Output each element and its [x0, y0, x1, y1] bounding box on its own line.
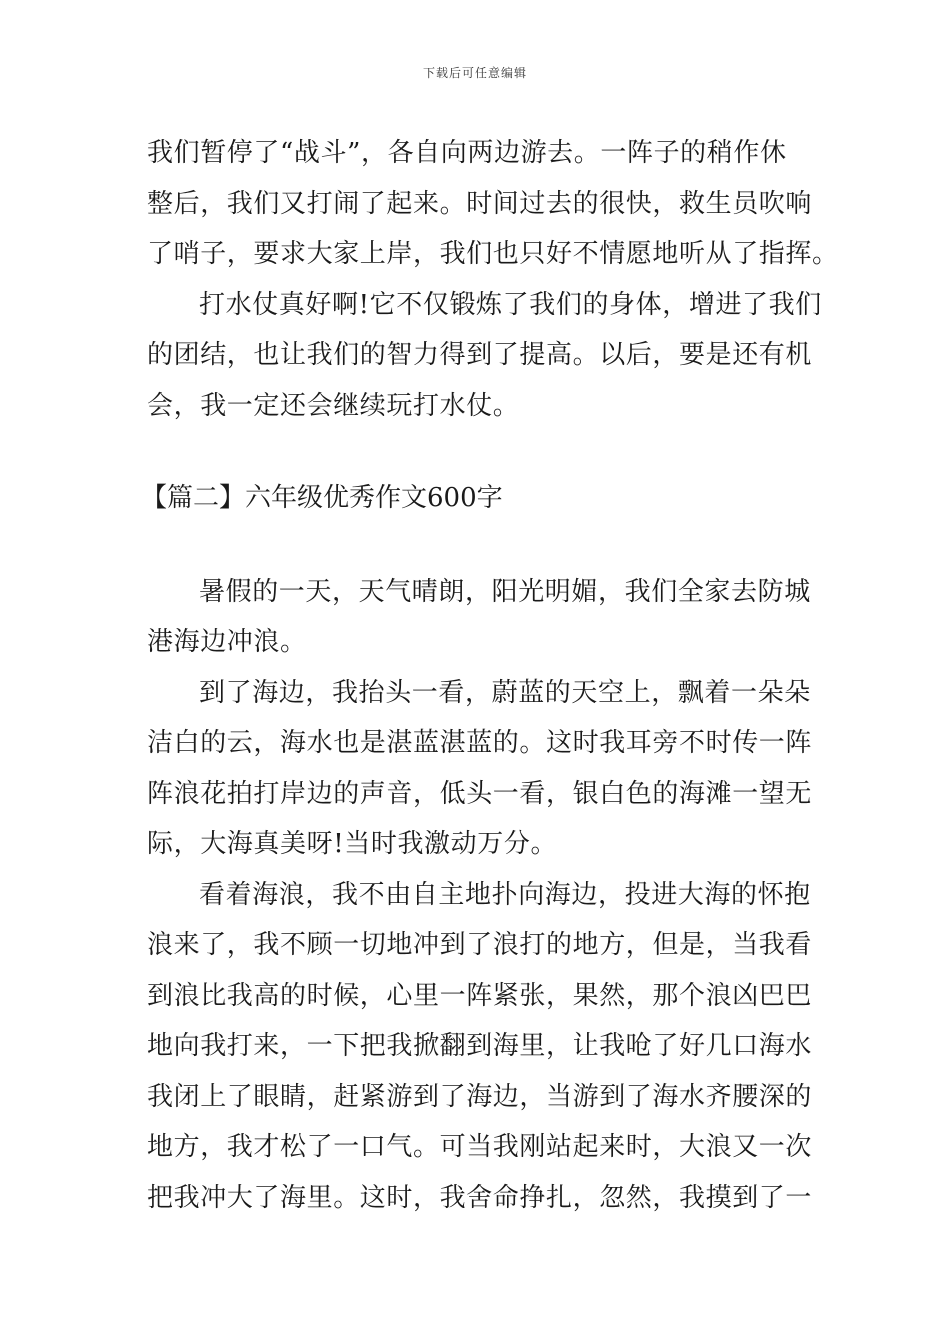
heading-title: 六年级优秀作文600字: [245, 483, 503, 513]
text-line: 会，我一定还会继续玩打水仗。: [147, 390, 520, 421]
text-line: 整后，我们又打闹了起来。时间过去的很快，救生员吹响: [147, 188, 813, 219]
paragraph-start-line: 暑假的一天，天气晴朗，阳光明媚，我们全家去防城: [199, 576, 811, 607]
text-line: 浪来了，我不顾一切地冲到了浪打的地方，但是，当我看: [147, 930, 813, 960]
paragraph-start-line: 到了海边，我抬头一看，蔚蓝的天空上，飘着一朵朵: [199, 677, 811, 708]
document-body: [141, 128, 839, 1223]
text-line: 阵浪花拍打岸边的声音，低头一看，银白色的海滩一望无: [147, 778, 813, 809]
text-line: 地向我打来，一下把我掀翻到海里，让我呛了好几口海水: [147, 1031, 813, 1061]
text-line: 际，大海真美呀!当时我激动万分。: [147, 829, 558, 859]
text-line: 我闭上了眼睛，赶紧游到了海边，当游到了海水齐腰深的: [147, 1081, 813, 1112]
text-line: 把我冲大了海里。这时，我舍命挣扎，忽然，我摸到了一: [147, 1182, 813, 1213]
text-line: 我们暂停了“战斗”，各自向两边游去。一阵子的稍作休: [147, 138, 787, 168]
paragraph-start-line: 打水仗真好啊!它不仅锻炼了我们的身体，增进了我们: [199, 289, 822, 320]
text-line: 地方，我才松了一口气。可当我刚站起来时，大浪又一次: [147, 1132, 813, 1162]
text-line: 了哨子，要求大家上岸，我们也只好不情愿地听从了指挥。: [147, 239, 839, 269]
paragraph-start-line: 看着海浪，我不由自主地扑向海边，投进大海的怀抱: [199, 879, 811, 910]
section-heading: [141, 473, 807, 524]
text-line: 洁白的云，海水也是湛蓝湛蓝的。这时我耳旁不时传一阵: [147, 728, 813, 758]
text-line: 港海边冲浪。: [147, 627, 307, 657]
page-header: 下载后可任意编辑: [422, 66, 527, 80]
text-line: 的团结，也让我们的智力得到了提高。以后，要是还有机: [147, 340, 813, 370]
text-line: 到浪比我高的时候，心里一阵紧张，果然，那个浪凶巴巴: [147, 980, 813, 1011]
heading-prefix: 【篇二】: [141, 483, 246, 513]
